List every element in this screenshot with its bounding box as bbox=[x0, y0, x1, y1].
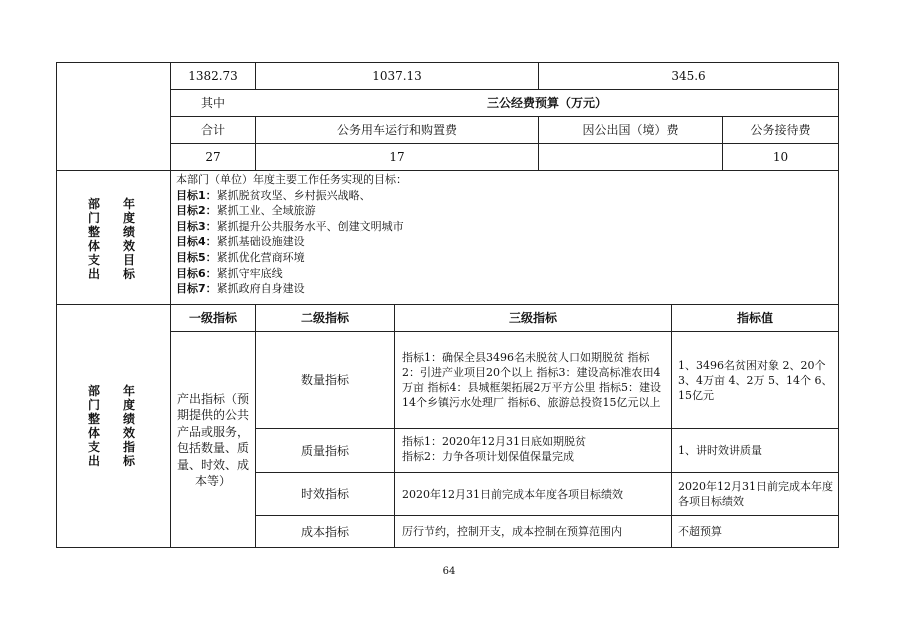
goal-item: 目标7：紧抓政府自身建设 bbox=[176, 282, 305, 296]
level2-timeliness: 时效指标 bbox=[300, 487, 349, 501]
goal-item: 目标6：紧抓守牢底线 bbox=[176, 266, 283, 280]
value-quality: 1、讲时效讲质量 bbox=[678, 444, 762, 457]
page-number: 64 bbox=[442, 566, 456, 577]
goals-label-a: 部门整体支出 bbox=[87, 197, 100, 281]
sangong-val-reception: 10 bbox=[772, 150, 789, 164]
sangong-title: 三公经费预算（万元） bbox=[486, 96, 607, 110]
indicators-label-a: 部门整体支出 bbox=[87, 384, 100, 468]
budget-col2: 1037.13 bbox=[372, 69, 422, 83]
level3-cost: 厉行节约，控制开支，成本控制在预算范围内 bbox=[402, 525, 622, 538]
header-level2: 二级指标 bbox=[300, 311, 349, 325]
sangong-of-which: 其中 bbox=[200, 96, 225, 110]
sangong-col-abroad: 因公出国（境）费 bbox=[582, 123, 679, 137]
header-level3: 三级指标 bbox=[508, 311, 557, 325]
goal-item: 目标2：紧抓工业、全域旅游 bbox=[176, 204, 316, 218]
sangong-col-vehicle: 公务用车运行和购置费 bbox=[336, 123, 457, 137]
sangong-val-vehicle: 17 bbox=[389, 150, 405, 164]
level3-quality bbox=[402, 434, 670, 464]
budget-total: 1382.73 bbox=[188, 69, 238, 83]
sangong-col-total: 合计 bbox=[200, 123, 225, 137]
level2-cost: 成本指标 bbox=[300, 524, 349, 539]
level3-timeliness: 2020年12月31日前完成本年度各项目标绩效 bbox=[402, 487, 623, 501]
goal-item: 目标5：紧抓优化营商环境 bbox=[176, 250, 305, 264]
level2-quantity: 数量指标 bbox=[300, 373, 349, 387]
goal-item: 目标1：紧抓脱贫攻坚、乡村振兴战略、 bbox=[176, 188, 371, 202]
goals-intro: 本部门（单位）年度主要工作任务实现的目标： bbox=[176, 173, 407, 186]
indicators-label-b: 年度绩效指标 bbox=[122, 384, 135, 468]
sangong-col-reception: 公务接待费 bbox=[750, 123, 811, 137]
goal-item: 目标4：紧抓基础设施建设 bbox=[176, 235, 305, 249]
sangong-val-abroad bbox=[539, 144, 722, 170]
header-level1: 一级指标 bbox=[188, 311, 237, 325]
goals-list bbox=[176, 172, 671, 297]
level2-quality: 质量指标 bbox=[300, 443, 349, 458]
value-quantity: 1、3496名贫困对象 2、20个 3、4万亩 4、2万 5、14个 6、15亿元 bbox=[678, 358, 833, 402]
goal-item: 目标3：紧抓提升公共服务水平、创建文明城市 bbox=[176, 219, 404, 233]
budget-col3: 345.6 bbox=[671, 69, 706, 83]
sangong-val-total: 27 bbox=[205, 150, 221, 164]
quality-line-1: 指标1：2020年12月31日底如期脱贫 bbox=[402, 435, 586, 448]
value-cost: 不超预算 bbox=[678, 525, 722, 538]
level3-quantity: 指标1：确保全县3496名未脱贫人口如期脱贫 指标2：引进产业项目20个以上 指标3：建设高标准农田4万亩 指标4：县城框架拓展2万平方公里 指标5：建设14个乡镇污水处理厂 指标6、旅游总投资15亿元以上 bbox=[402, 351, 661, 409]
quality-line-2: 指标2：力争各项计划保值保量完成 bbox=[402, 450, 574, 463]
goals-label-b: 年度绩效目标 bbox=[122, 197, 135, 281]
level1-output-indicator: 产出指标（预期提供的公共产品或服务，包括数量、质量、时效、成本等） bbox=[176, 391, 249, 488]
header-value: 指标值 bbox=[736, 311, 773, 325]
value-timeliness: 2020年12月31日前完成本年度各项目标绩效 bbox=[678, 480, 833, 508]
